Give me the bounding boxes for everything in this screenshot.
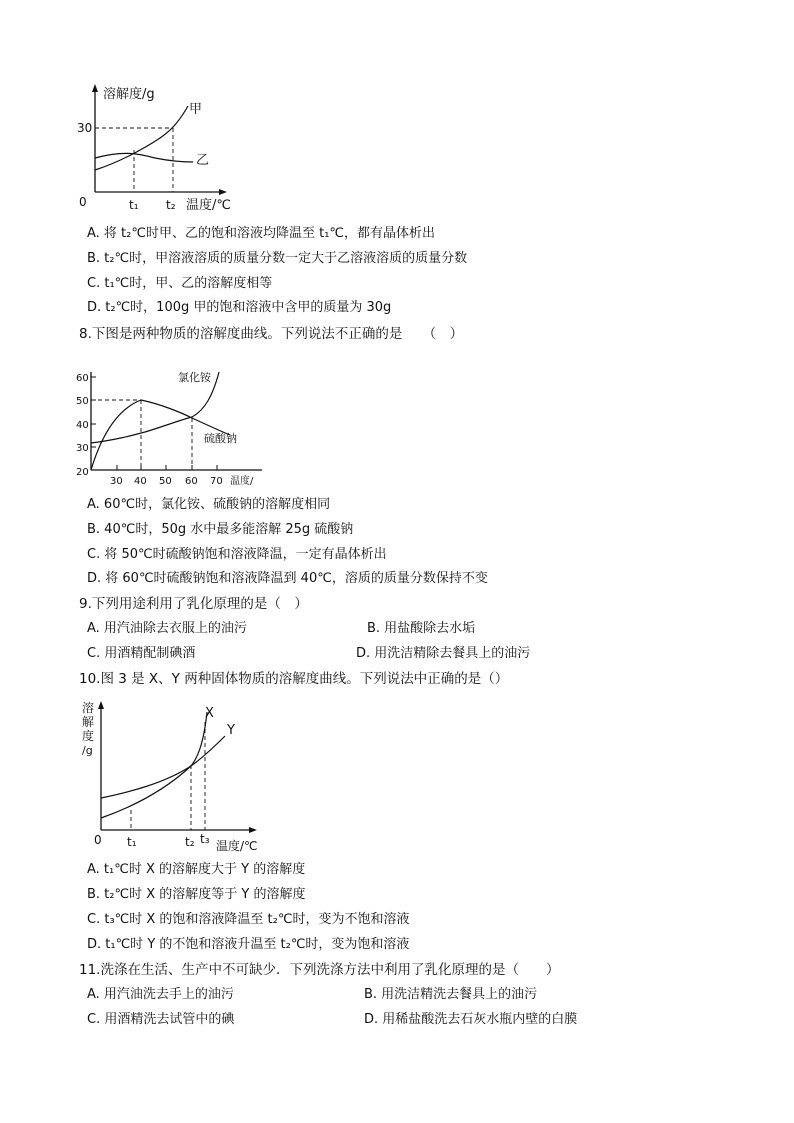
fig2-ytick-50: 50 (76, 396, 89, 407)
q9-option-b: B. 用盐酸除去水垢 (367, 621, 476, 636)
fig2-xtick-60: 60 (185, 476, 198, 487)
fig1-t2: t₂ (166, 198, 176, 212)
fig2-xtick-50: 50 (159, 476, 172, 487)
fig3-label-y: Y (227, 723, 235, 738)
q11-option-a: A. 用汽油洗去手上的油污 (87, 987, 234, 1002)
fig2-curve-ammonium-chloride (91, 372, 219, 443)
q8-option-b: B. 40℃时，50g 水中最多能溶解 25g 硫酸钠 (87, 522, 354, 537)
fig2-ytick-40: 40 (76, 420, 89, 431)
q10-option-b: B. t₂℃时 X 的溶解度等于 Y 的溶解度 (87, 887, 306, 902)
fig3-t2: t₂ (185, 835, 195, 849)
fig2-ytick-60: 60 (76, 373, 89, 384)
fig2-label-sodium-sulfate: 硫酸钠 (204, 432, 237, 445)
fig2-label-ammonium-chloride: 氯化铵 (178, 371, 211, 384)
q7-option-b: B. t₂℃时，甲溶液溶质的质量分数一定大于乙溶液溶质的质量分数 (87, 251, 468, 266)
fig1-xlabel: 温度/℃ (186, 198, 231, 213)
fig1-curve-label-jia: 甲 (189, 102, 203, 117)
fig2-xtick-40: 40 (134, 476, 147, 487)
fig2-axes (91, 372, 262, 470)
fig3-ylabel-1: 溶 (82, 701, 95, 715)
fig1-curve-label-yi: 乙 (196, 153, 210, 168)
fig1-guides (95, 128, 173, 192)
fig1-curve-yi (95, 153, 193, 162)
fig3-t1: t₁ (127, 835, 137, 849)
q7-option-a: A. 将 t₂℃时甲、乙的饱和溶液均降温至 t₁℃，都有晶体析出 (87, 226, 436, 241)
fig1-ylabel: 溶解度/g (103, 87, 155, 102)
fig3-xlabel: 温度/℃ (216, 839, 258, 853)
fig2-xtick-70: 70 (210, 476, 223, 487)
fig3-curve-x (101, 712, 207, 818)
fig3-label-x: X (205, 706, 214, 721)
fig3-curve-y (101, 736, 225, 798)
q8-option-c: C. 将 50℃时硫酸钠饱和溶液降温，一定有晶体析出 (87, 547, 387, 562)
q8-option-d: D. 将 60℃时硫酸钠饱和溶液降温到 40℃，溶质的质量分数保持不变 (87, 571, 488, 586)
fig3-ylabel-4: /g (82, 744, 93, 757)
q11-stem: 11.洗涤在生活、生产中不可缺少．下列洗涤方法中利用了乳化原理的是（ ） (79, 962, 560, 978)
fig1-axes (92, 84, 227, 195)
fig2-ytick-20: 20 (76, 467, 89, 478)
q10-option-a: A. t₁℃时 X 的溶解度大于 Y 的溶解度 (87, 862, 306, 877)
fig3-guides (131, 722, 205, 830)
fig3-axes (98, 701, 257, 833)
q9-option-d: D. 用洗洁精除去餐具上的油污 (356, 646, 531, 661)
fig3-ylabel-2: 解 (82, 715, 95, 729)
q10-option-c: C. t₃℃时 X 的饱和溶液降温至 t₂℃时，变为不饱和溶液 (87, 912, 410, 927)
q8-stem: 8.下图是两种物质的溶解度曲线。下列说法不正确的是 （ ） (79, 326, 464, 342)
fig2-xlabel: 温度/ (230, 476, 254, 487)
fig2-ytick-30: 30 (76, 443, 89, 454)
q9-stem: 9.下列用途利用了乳化原理的是（ ） (79, 596, 308, 612)
q9-option-c: C. 用酒精配制碘酒 (87, 646, 196, 661)
fig2-ticks (91, 377, 217, 470)
fig1-t1: t₁ (129, 198, 139, 212)
q9-option-a: A. 用汽油除去衣服上的油污 (87, 621, 247, 636)
fig3-origin: 0 (94, 833, 102, 847)
fig1-origin: 0 (79, 195, 87, 209)
fig2-xtick-30: 30 (110, 476, 123, 487)
q11-option-b: B. 用洗洁精洗去餐具上的油污 (364, 987, 538, 1002)
fig1-y30: 30 (77, 121, 93, 135)
q7-option-d: D. t₂℃时，100g 甲的饱和溶液中含甲的质量为 30g (87, 300, 392, 315)
fig3-ylabel-3: 度 (82, 729, 95, 743)
fig2-guides (91, 400, 192, 470)
q7-option-c: C. t₁℃时，甲、乙的溶解度相等 (87, 276, 273, 291)
q8-option-a: A. 60℃时，氯化铵、硫酸钠的溶解度相同 (87, 497, 331, 512)
fig2-curve-sodium-sulfate (91, 400, 230, 470)
q10-stem: 10.图 3 是 X、Y 两种固体物质的溶解度曲线。下列说法中正确的是（） (79, 671, 509, 687)
q10-option-d: D. t₁℃时 Y 的不饱和溶液升温至 t₂℃时，变为饱和溶液 (87, 937, 410, 952)
q11-option-c: C. 用酒精洗去试管中的碘 (87, 1012, 235, 1027)
fig3-t3: t₃ (200, 832, 210, 846)
q11-option-d: D. 用稀盐酸洗去石灰水瓶内壁的白膜 (364, 1012, 578, 1027)
fig1-curve-jia (95, 106, 188, 170)
